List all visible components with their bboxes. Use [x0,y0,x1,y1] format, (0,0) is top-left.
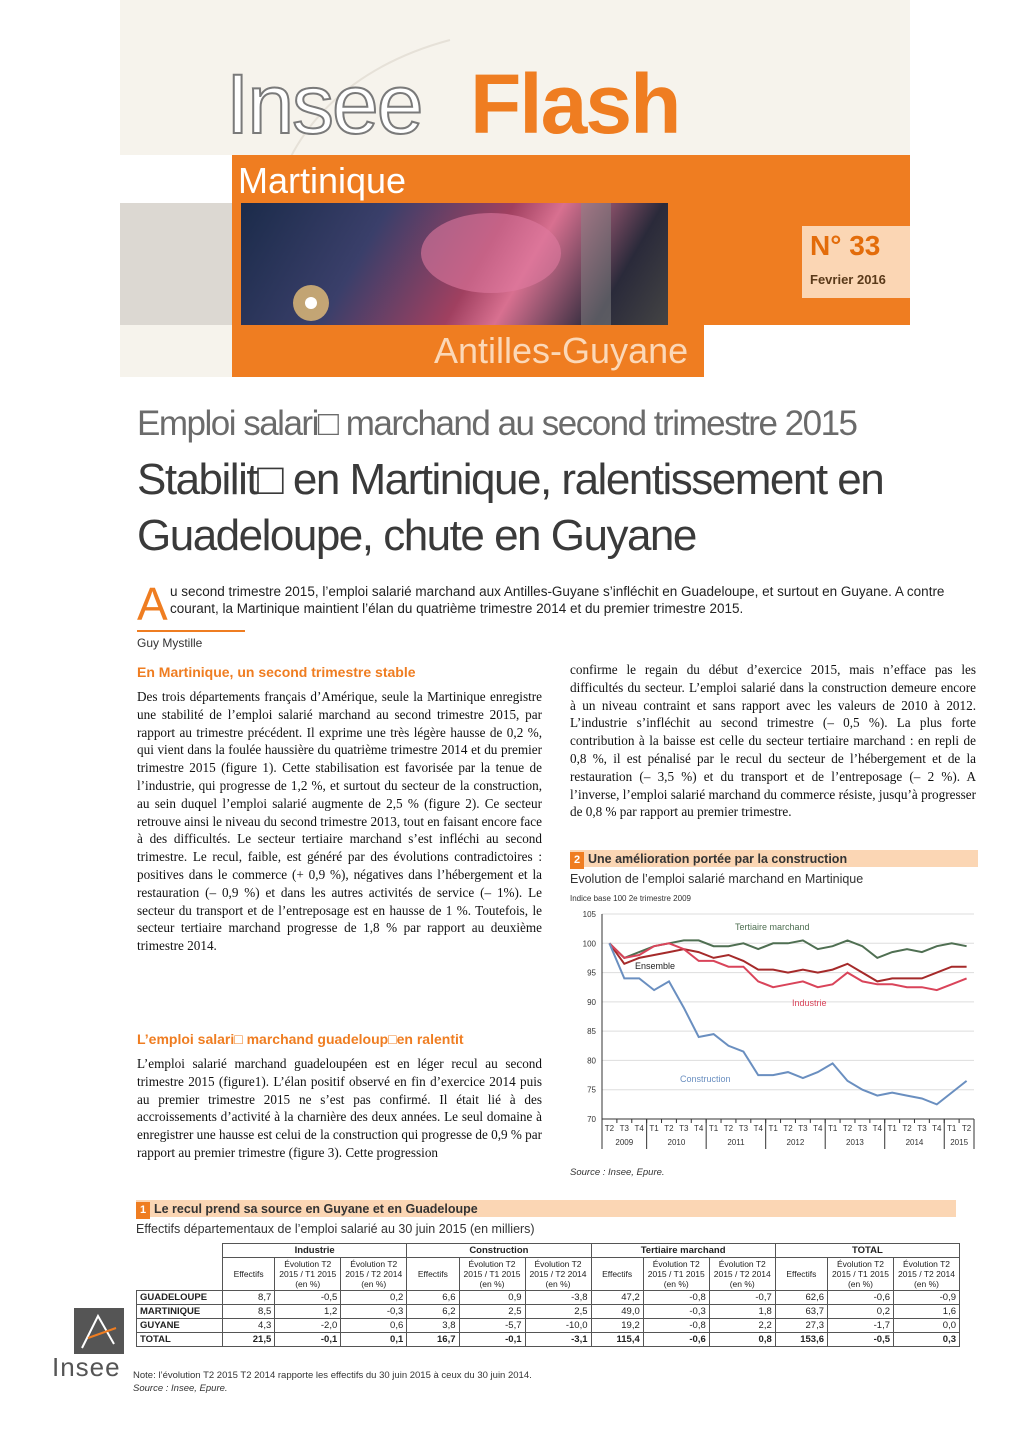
col-header: Effectifs [407,1258,459,1291]
table-cell: -2,0 [275,1319,341,1333]
table-cell: 4,3 [223,1319,275,1333]
col-header: Évolution T2 2015 / T1 2015 (en %) [643,1258,709,1291]
figure2-index-note: Indice base 100 2e trimestre 2009 [570,894,691,903]
table-corner [137,1244,223,1258]
table-cell: -10,0 [525,1319,591,1333]
table-group-header: Tertiaire marchand [591,1244,775,1258]
x-tick-label: T1 [827,1124,838,1133]
x-tick-label: T4 [932,1124,942,1133]
x-tick-label: T3 [917,1124,927,1133]
row-label: GUADELOUPE [137,1291,223,1305]
x-tick-label: T3 [679,1124,689,1133]
cover-photo [241,203,668,325]
table-cell: 2,5 [459,1305,525,1319]
x-tick-label: T3 [798,1124,808,1133]
table-group-header: Construction [407,1244,591,1258]
table-cell: 153,6 [775,1333,827,1347]
y-tick-label: 75 [587,1085,596,1095]
table-cell: 0,3 [894,1333,960,1347]
employment-table [136,1243,960,1347]
table-row [137,1305,960,1319]
section1-text: Des trois départements français d’Amérique, seule la Martinique enregistre une stabilité de l’emploi salarié marchand au second trimestre 2015, par rapport au trimestre précédent. Il exprime une très légère hausse de 0,2 %, qui vient dans la foulée haussière du quatrième trimestre 2014 et du premier trimestre 2015 (figure 1). Cette stabilisation est favorisée par la tenue de l’industrie, qui progresse de 1,2 %, et surtout du secteur de la construction, au sein duquel l’emploi salarié augmente de 2,5 % (figure 2). Ce secteur retrouve ainsi le niveau du second trimestre 2013, tout en faisant encore face à des difficultés. Le secteur tertiaire marchand s’est infléchi au second trimestre. Le recul, faible, est généré par des évolutions contradictoires : positives dans le commerce (+ 0,9 %), négatives dans l’hébergement et la restauration (– 0,9 %) et dans les autres activités de service (– 1%). Le secteur du transport et de l’entreposage est en hausse de 1 %. Toutefois, le secteur tertiaire marchand progresse de 1,8 % par rapport au deuxième trimestre 2014. [137,689,542,954]
issue-date: Fevrier 2016 [810,272,886,287]
x-tick-label: T3 [857,1124,868,1133]
table-cell: -0,5 [828,1333,894,1347]
author-rule [137,630,245,632]
table-cell: -3,1 [525,1333,591,1347]
col-header: Évolution T2 2015 / T1 2015 (en %) [275,1258,341,1291]
table-cell: -0,3 [643,1305,709,1319]
table-cell: -0,7 [709,1291,775,1305]
y-tick-label: 80 [587,1056,596,1066]
year-label: 2011 [727,1138,745,1147]
table-cell: 0,9 [459,1291,525,1305]
col-header: Effectifs [223,1258,275,1291]
table-note-text: Note: l’évolution T2 2015 T2 2014 rapporte les effectifs du 30 juin 2015 à ceux du 30 juin 2014. [133,1370,532,1381]
table-row [137,1291,960,1305]
col-header: Effectifs [591,1258,643,1291]
line-chart [560,904,980,1164]
table-cell: 0,2 [828,1305,894,1319]
series-label: Ensemble [635,961,676,971]
year-label: 2012 [786,1138,805,1147]
section2-heading: L’emploi salari□ marchand guadeloup□en ralentit [137,1031,464,1047]
table-cell: 8,5 [223,1305,275,1319]
x-tick-label: T1 [649,1124,659,1133]
col-header: Évolution T2 2015 / T1 2015 (en %) [828,1258,894,1291]
table-cell: 16,7 [407,1333,459,1347]
table-group-header: TOTAL [775,1244,959,1258]
series-label: Construction [680,1074,731,1084]
table-cell: -0,9 [894,1291,960,1305]
table-cell: -0,8 [643,1319,709,1333]
table-group-header: Industrie [223,1244,407,1258]
x-tick-label: T2 [604,1124,615,1133]
table-cell: 47,2 [591,1291,643,1305]
figure2-title: Une amélioration portée par la construction [588,852,848,866]
x-tick-label: T2 [902,1124,912,1133]
x-tick-label: T1 [708,1124,719,1133]
logo-insee: Insee [226,57,422,151]
col-header: Évolution T2 2015 / T2 2014 (en %) [341,1258,407,1291]
y-tick-label: 100 [582,939,596,949]
row-label: GUYANE [137,1319,223,1333]
table-cell: -0,6 [643,1333,709,1347]
table-cell: -0,1 [275,1333,341,1347]
section1-heading: En Martinique, un second trimestre stable [137,664,416,680]
table-source: Source : Insee, Epure. [133,1383,228,1394]
figure1-title: Le recul prend sa source en Guyane et en Guadeloupe [154,1202,478,1216]
table-cell: 0,1 [341,1333,407,1347]
year-label: 2009 [615,1138,634,1147]
year-label: 2013 [846,1138,864,1147]
header-gray-block [120,203,232,325]
table-cell: 21,5 [223,1333,275,1347]
table-cell: 2,2 [709,1319,775,1333]
figure1-number: 1 [136,1202,150,1219]
table-cell: 6,2 [407,1305,459,1319]
table-cell: -1,7 [828,1319,894,1333]
table-cell: 0,0 [894,1319,960,1333]
y-tick-label: 90 [587,997,596,1007]
y-tick-label: 70 [587,1115,596,1124]
x-tick-label: T1 [768,1124,778,1133]
table-cell: 8,7 [223,1291,275,1305]
table-cell: 1,6 [894,1305,960,1319]
figure1-subtitle: Effectifs départementaux de l’emploi salarié au 30 juin 2015 (en milliers) [136,1222,535,1236]
table-cell: -0,1 [459,1333,525,1347]
table-row [137,1333,960,1347]
figure2-source: Source : Insee, Epure. [570,1167,665,1178]
y-tick-label: 85 [587,1027,596,1037]
x-tick-label: T4 [872,1124,882,1133]
table-cell: 0,8 [709,1333,775,1347]
x-tick-label: T3 [738,1124,749,1133]
figure2-number: 2 [570,852,584,869]
y-tick-label: 105 [582,910,596,919]
x-tick-label: T1 [947,1124,957,1133]
x-tick-label: T4 [813,1124,823,1133]
x-tick-label: T2 [842,1124,853,1133]
year-label: 2014 [905,1138,924,1147]
issue-number: N° 33 [810,230,881,261]
series-label: Tertiaire marchand [735,922,810,932]
article-title: Stabilit□ en Martinique, ralentissement en Guadeloupe, chute en Guyane [137,455,884,560]
col-header: Évolution T2 2015 / T1 2015 (en %) [459,1258,525,1291]
table-cell: 1,8 [709,1305,775,1319]
intro-drop-cap: A [137,578,168,630]
insee-logo-text: Insee [52,1352,121,1382]
table-cell: -3,8 [525,1291,591,1305]
article-subtitle: Emploi salari□ marchand au second trimestre 2015 [137,404,857,443]
header-gray-bottom [120,325,232,377]
table-cell: 19,2 [591,1319,643,1333]
author: Guy Mystille [137,636,203,650]
table-cell: 1,2 [275,1305,341,1319]
figure2-title-bar [570,850,978,867]
table-cell: 63,7 [775,1305,827,1319]
year-label: 2015 [950,1138,969,1147]
table-cell: 6,6 [407,1291,459,1305]
col-header: Évolution T2 2015 / T2 2014 (en %) [709,1258,775,1291]
region-name: Martinique [238,160,407,201]
insee-logo-icon [74,1308,124,1354]
section2-text: L’emploi salarié marchand guadeloupéen est en léger recul au second trimestre 2015 (figure1). L’élan positif observé en fin d’exercice 2014 puis au premier trimestre 2015 ne s’est pas confirmé. Il était lié à des accroissements d’activité à la charnière des deux années. Le seul domaine à enregistrer une hausse est celui de la construction qui progresse de 0,9 % par rapport au premier trimestre (figure 3). Cette progression [137,1056,543,1160]
logo-flash: Flash [470,57,680,151]
table-cell: 0,6 [341,1319,407,1333]
table-cell: -0,5 [275,1291,341,1305]
y-tick-label: 95 [587,968,596,978]
column2-text: confirme le regain du début d’exercice 2015, mais n’efface pas les difficultés du secteur. L’emploi salarié dans la construction demeure encore à un niveau contraint et sans rapport avec les valeurs de 2010 à 2012. L’industrie s’infléchit au second trimestre (– 0,5 %). La plus forte contribution à la baisse est celle du secteur tertiaire marchand : en repli de 0,8 %, il est pénalisé par le recul du secteur de l’hébergement et de la restauration (– 3,5 %) et du transport et de l’entreposage (– 2 %). A l’inverse, l’emploi salarié marchand du commerce résiste, jusqu’à progresser de 0,8 % par rapport au premier trimestre. [570,662,976,820]
table-cell: -0,3 [341,1305,407,1319]
table-note [133,1369,532,1395]
table-cell: 115,4 [591,1333,643,1347]
edition-name: Antilles-Guyane [434,330,689,371]
table-cell: -0,6 [828,1291,894,1305]
table-cell: 27,3 [775,1319,827,1333]
table-cell: 3,8 [407,1319,459,1333]
table-cell: 62,6 [775,1291,827,1305]
table-corner [137,1258,223,1291]
x-tick-label: T2 [961,1124,972,1133]
col-header: Effectifs [775,1258,827,1291]
year-label: 2010 [667,1138,686,1147]
figure1-title-bar [136,1200,956,1217]
x-tick-label: T4 [634,1124,644,1133]
x-tick-label: T1 [887,1124,897,1133]
figure2-subtitle: Evolution de l’emploi salarié marchand en Martinique [570,872,864,886]
x-tick-label: T2 [783,1124,793,1133]
x-tick-label: T4 [694,1124,704,1133]
intro-text: u second trimestre 2015, l’emploi salarié marchand aux Antilles-Guyane s’infléchit en Guadeloupe, et surtout en Guyane. A contre courant, la Martinique maintient l’élan du quatrième trimestre 2014 et du premier trimestre 2015. [170,584,945,616]
x-tick-label: T2 [723,1124,734,1133]
row-label: MARTINIQUE [137,1305,223,1319]
x-tick-label: T3 [619,1124,629,1133]
x-tick-label: T2 [664,1124,674,1133]
table-cell: -0,8 [643,1291,709,1305]
table-row [137,1319,960,1333]
col-header: Évolution T2 2015 / T2 2014 (en %) [525,1258,591,1291]
col-header: Évolution T2 2015 / T2 2014 (en %) [894,1258,960,1291]
table-cell: -5,7 [459,1319,525,1333]
series-label: Industrie [792,998,827,1008]
table-cell: 49,0 [591,1305,643,1319]
row-label: TOTAL [137,1333,223,1347]
table-cell: 2,5 [525,1305,591,1319]
table-cell: 0,2 [341,1291,407,1305]
x-tick-label: T4 [753,1124,763,1133]
